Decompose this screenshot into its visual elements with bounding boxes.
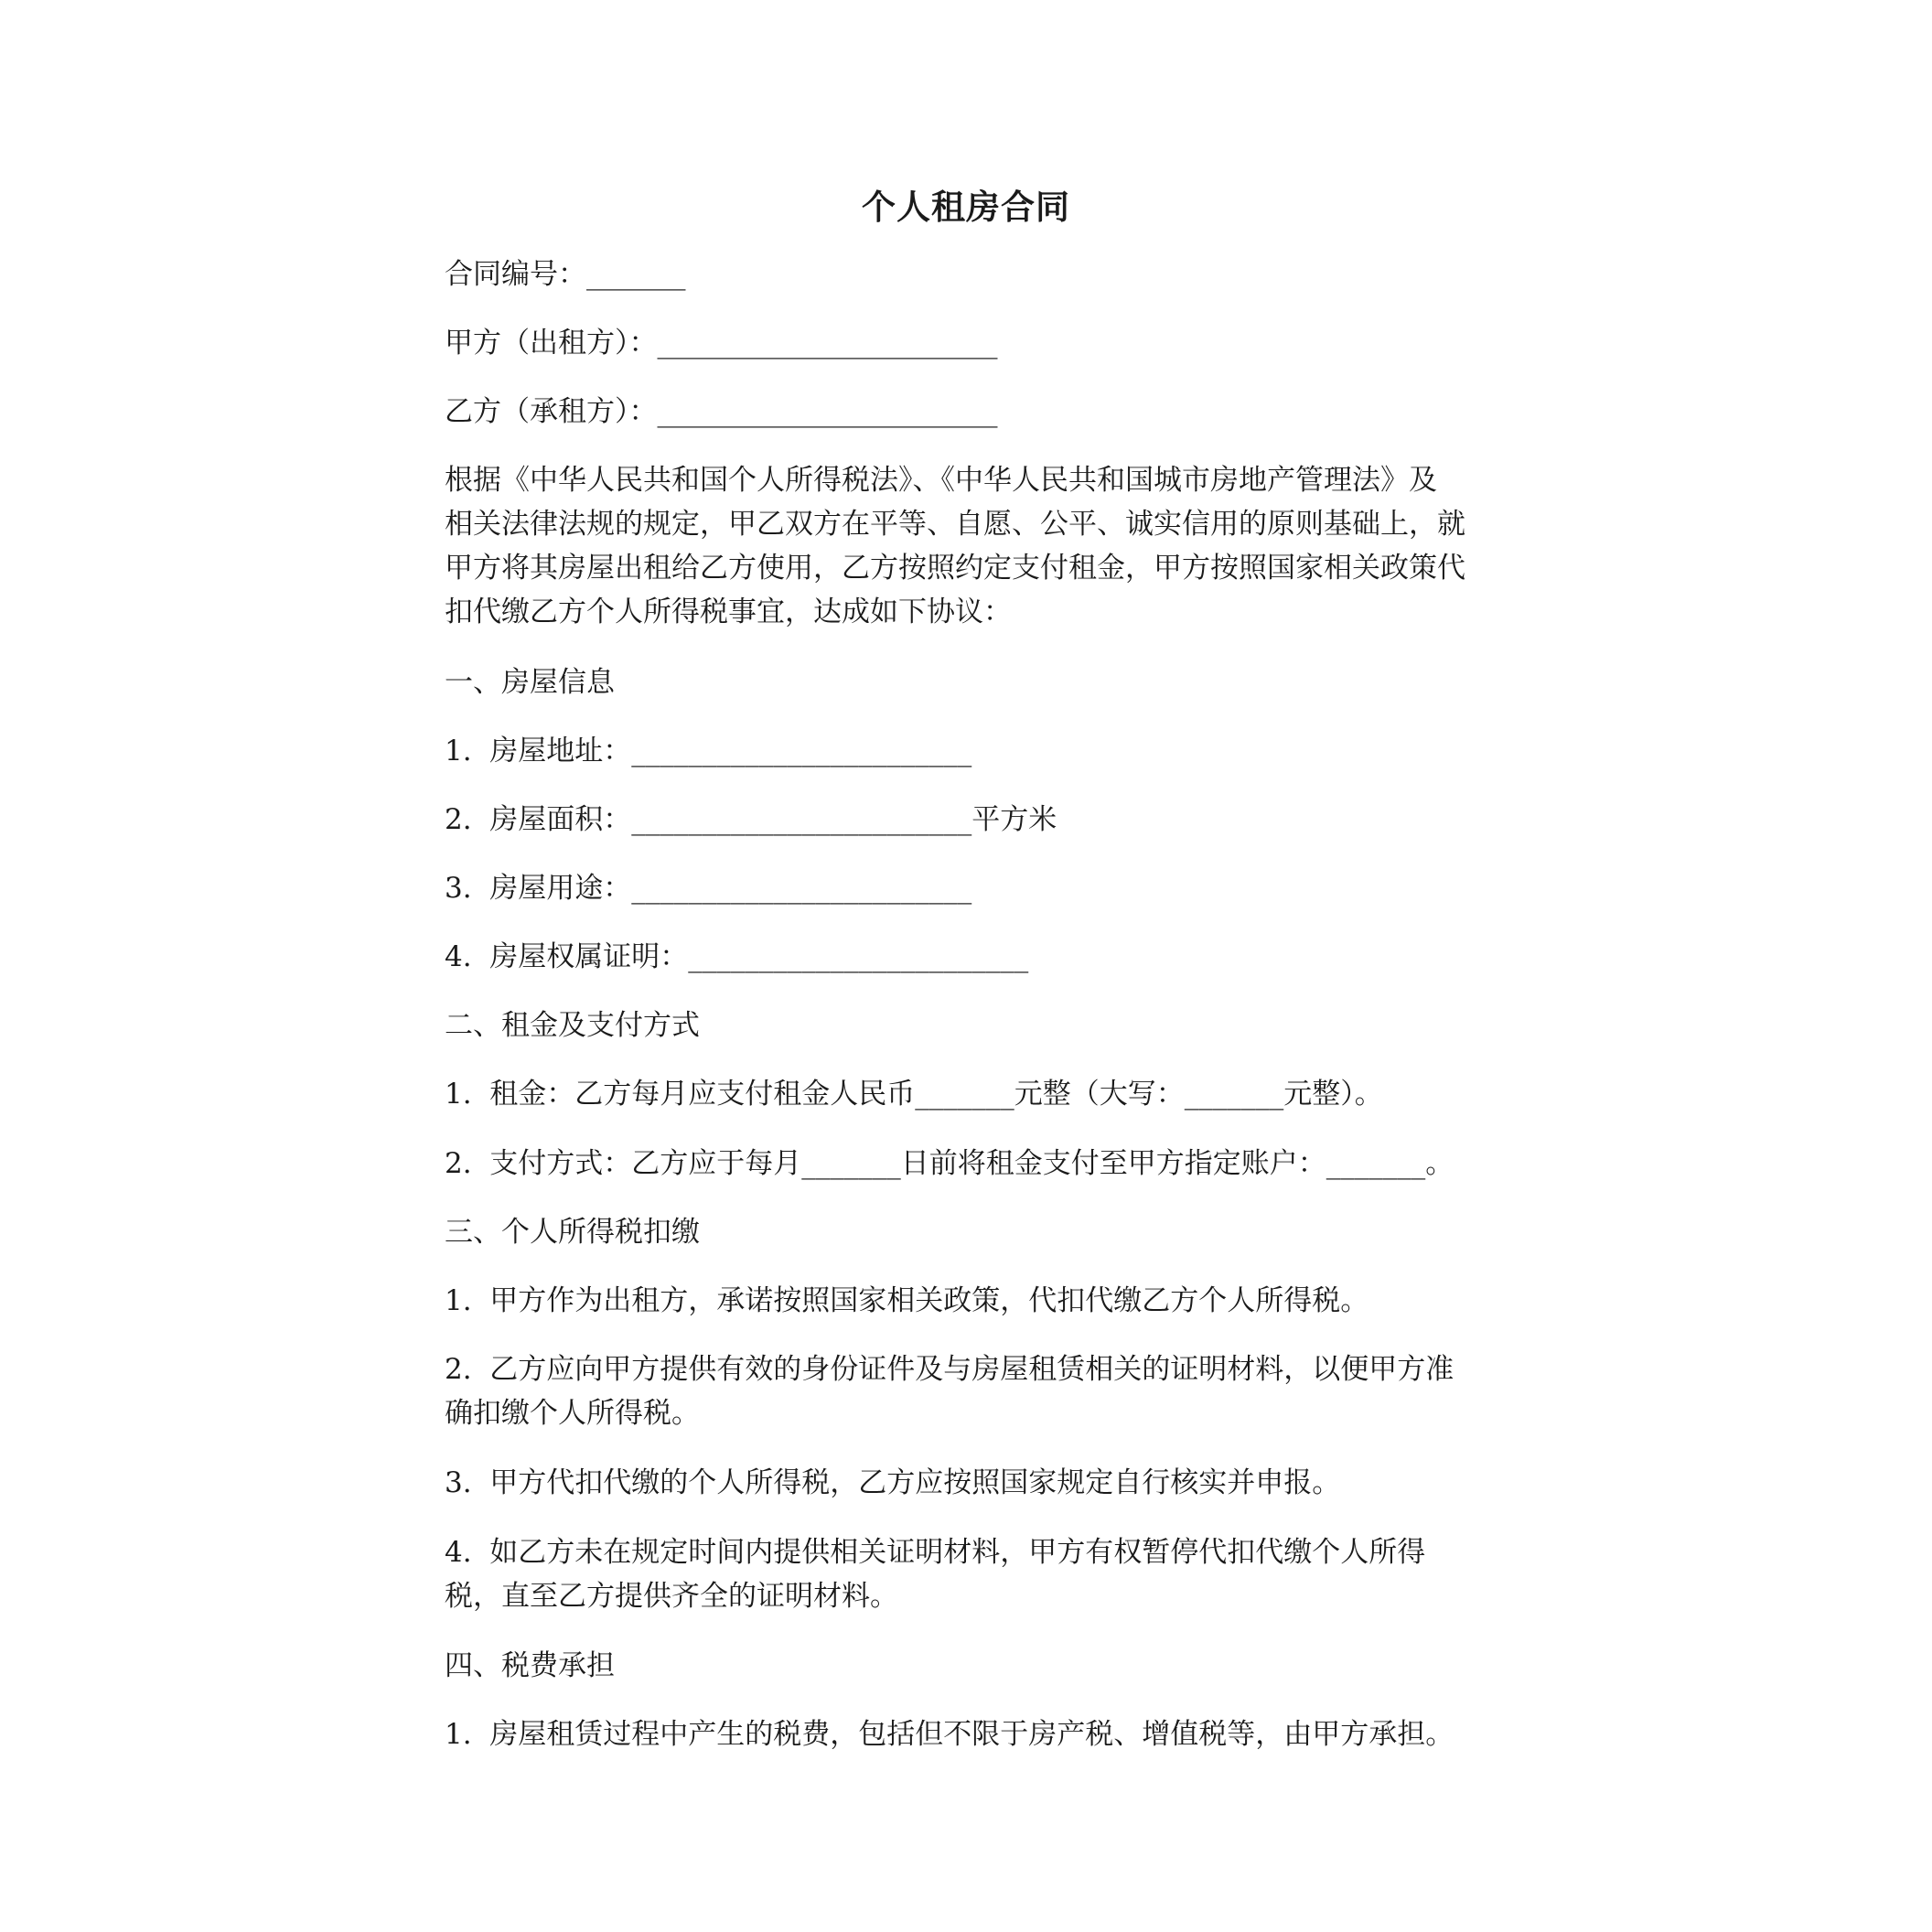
tax-clause-4-line: 税，直至乙方提供齐全的证明材料。 <box>445 1580 898 1613</box>
preamble-line: 相关法律法规的规定，甲乙双方在平等、自愿、公平、诚实信用的原则基础上，就 <box>445 508 1465 541</box>
house-use-line: 3. 房屋用途：________________________ <box>445 872 972 905</box>
tax-clause-2-line: 2. 乙方应向甲方提供有效的身份证件及与房屋租赁相关的证明材料，以便甲方准 <box>445 1353 1454 1386</box>
preamble-line: 根据《中华人民共和国个人所得税法》、《中华人民共和国城市房地产管理法》及 <box>445 464 1437 497</box>
house-area-line: 2. 房屋面积：________________________平方米 <box>445 803 1057 836</box>
tax-clause-4 <box>445 1530 1524 1618</box>
tax-clause-1: 1. 甲方作为出租方，承诺按照国家相关政策，代扣代缴乙方个人所得税。 <box>445 1284 1369 1317</box>
section-3-heading: 三、个人所得税扣缴 <box>445 1216 700 1249</box>
party-b-line: 乙方（承租方）：________________________ <box>445 395 998 428</box>
house-address-line: 1. 房屋地址：________________________ <box>445 735 972 767</box>
document-title: 个人租房合同 <box>862 187 1070 227</box>
section-1-heading: 一、房屋信息 <box>445 666 615 699</box>
section-4-heading: 四、税费承担 <box>445 1649 615 1682</box>
party-a-line: 甲方（出租方）：________________________ <box>445 327 998 360</box>
tax-clause-2 <box>445 1347 1524 1435</box>
preamble-line: 甲方将其房屋出租给乙方使用，乙方按照约定支付租金，甲方按照国家相关政策代 <box>445 552 1465 585</box>
house-ownership-line: 4. 房屋权属证明：________________________ <box>445 940 1029 973</box>
preamble-line: 扣代缴乙方个人所得税事宜，达成如下协议： <box>445 596 1012 628</box>
payment-method-line: 2. 支付方式：乙方应于每月_______日前将租金支付至甲方指定账户：_______。 <box>445 1147 1454 1180</box>
section-2-heading: 二、租金及支付方式 <box>445 1009 700 1042</box>
preamble-paragraph <box>445 458 1524 634</box>
rent-amount-line: 1. 租金：乙方每月应支付租金人民币_______元整（大写：_______元整）。 <box>445 1078 1383 1111</box>
tax-clause-3: 3. 甲方代扣代缴的个人所得税，乙方应按照国家规定自行核实并申报。 <box>445 1466 1341 1499</box>
tax-clause-2-line: 确扣缴个人所得税。 <box>445 1397 700 1430</box>
tax-burden-clause-1: 1. 房屋租赁过程中产生的税费，包括但不限于房产税、增值税等，由甲方承担。 <box>445 1718 1454 1751</box>
tax-clause-4-line: 4. 如乙方未在规定时间内提供相关证明材料，甲方有权暂停代扣代缴个人所得 <box>445 1536 1426 1569</box>
contract-number-line: 合同编号：_______ <box>445 258 686 291</box>
